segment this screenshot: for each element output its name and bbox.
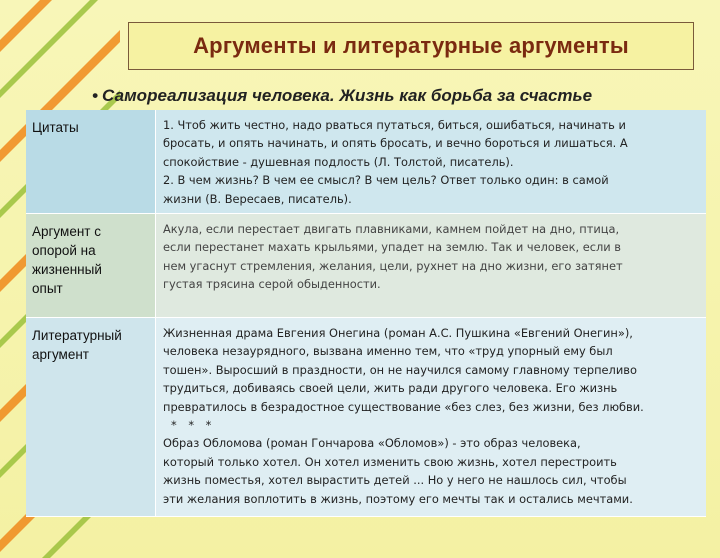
content-line: человека незаурядного, вызвана именно тем, что «труд упорный ему был [163, 344, 613, 359]
content-line: Жизненная драма Евгения Онегина (роман А.С. Пушкина «Евгений Онегин»), [163, 326, 633, 340]
content-line: бросать, и опять начинать, и опять бросать, и вечно бороться и лишаться. А [163, 136, 628, 151]
heading-line: опорой на [32, 243, 96, 258]
content-line: 2. В чем жизнь? В чем ее смысл? В чем цель? Ответ только один: в самой [163, 173, 609, 188]
heading-line: аргумент [32, 347, 89, 362]
content-line: 1. Чтоб жить честно, надо рваться путаться, биться, ошибаться, начинать и [163, 118, 626, 132]
content-line: превратилось в безрадостное существование «без слез, без жизни, без любви. [163, 399, 644, 414]
heading-line: Литературный [32, 328, 122, 343]
content-line: если перестанет махать крыльями, упадет на землю. Так и человек, если в [163, 240, 622, 255]
table-row-quotes [26, 110, 706, 214]
content-line: эти желания воплотить в жизнь, поэтому его мечты так и остались мечтами. [163, 491, 633, 506]
row-content [156, 214, 706, 317]
separator-stars: * * * [171, 418, 216, 433]
row-heading [26, 214, 156, 317]
content-line: жизнь поместья, хотел вырастить детей ... Но у него не нашлось сил, чтобы [163, 473, 627, 488]
heading-line: опыт [32, 281, 63, 296]
row-heading [26, 318, 156, 516]
title-box [128, 22, 694, 70]
heading-line: Цитаты [32, 120, 79, 135]
content-line: тошен». Выросший в праздности, он не научился самому главному терпеливо [163, 362, 637, 377]
content-line: который только хотел. Он хотел изменить свою жизнь, хотел перестроить [163, 454, 617, 469]
row-content [156, 318, 706, 516]
subtitle-bullet: • [92, 86, 98, 105]
subtitle-text: Самореализация человека. Жизнь как борьба за счастье [101, 86, 593, 105]
content-line: Образ Обломова (роман Гончарова «Обломов») - это образ человека, [163, 436, 581, 451]
slide-title: Аргументы и литературные аргументы [193, 33, 629, 58]
content-line: Акула, если перестает двигать плавниками, камнем пойдет на дно, птица, [163, 222, 620, 236]
slide-subtitle [92, 86, 692, 106]
heading-line: жизненный [32, 262, 102, 277]
table-row-literary [26, 318, 706, 517]
row-content [156, 110, 706, 213]
content-line: нем угаснут стремления, желания, цели, рухнет на дно жизни, его затянет [163, 258, 623, 273]
content-line: густая трясина серой обыденности. [163, 277, 381, 292]
content-line: спокойствие - душевная подлость (Л. Толстой, писатель). [163, 154, 514, 169]
content-line: жизни (В. Вересаев, писатель). [163, 191, 352, 206]
row-heading [26, 110, 156, 213]
content-line: трудиться, добиваясь своей цели, жить ради другого человека. Его жизнь [163, 381, 618, 396]
table-row-life-experience [26, 214, 706, 318]
arguments-table [26, 110, 706, 517]
heading-line: Аргумент с [32, 224, 101, 239]
